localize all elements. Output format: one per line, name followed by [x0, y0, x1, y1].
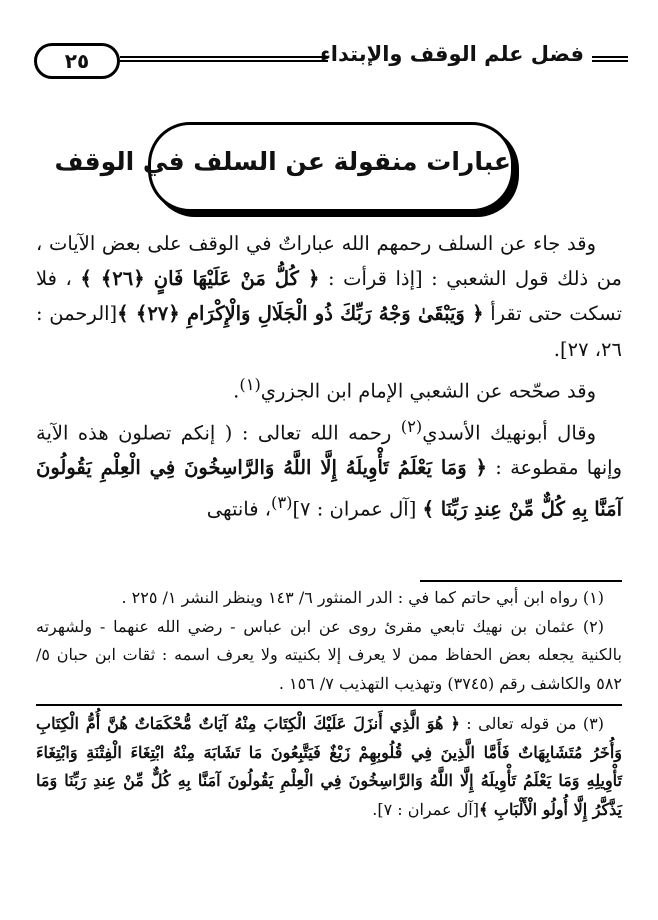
- header-rule: [120, 56, 328, 62]
- paragraph-2-text: وقد صحّحه عن الشعبي الإمام ابن الجزري: [260, 379, 596, 403]
- main-text: [36, 226, 622, 527]
- paragraph-3: [36, 409, 622, 528]
- paragraph-2-end: .: [233, 379, 240, 403]
- paragraph-1: [36, 226, 622, 367]
- running-header: [34, 40, 628, 80]
- quran-quote-1: ﴿ كُلُّ مَنْ عَلَيْهَا فَانٍ ﴿٢٦﴾ ﴾: [80, 267, 320, 291]
- paragraph-3-text-b: رحمه الله تعالى : ( إنكم تصلون هذه الآية وإنها مقطوعة :: [36, 421, 623, 480]
- paragraph-1-text-a: وقد جاء عن السلف رحمهم الله عباراتٌ في الوقف على بعض الآيات ، من ذلك قول الشعبي : [إذا قرأت :: [36, 232, 623, 291]
- footnote-3-citation: [آل عمران : ٧].: [372, 799, 479, 819]
- quran-quote-2: ﴿ وَيَبْقَىٰ وَجْهُ رَبِّكَ ذُو الْجَلَالِ وَالْإِكْرَامِ ﴿٢٧﴾ ﴾: [117, 302, 484, 326]
- chapter-heading-box: [54, 122, 514, 212]
- footnote-ref-3[interactable]: (٣): [271, 493, 293, 513]
- footnote-3: [36, 710, 622, 824]
- footnote-ref-2[interactable]: (٢): [400, 416, 423, 436]
- page-number: ٢٥: [34, 43, 120, 79]
- footnote-2: (٢) عثمان بن نهيك تابعي مقرئ روى عن ابن عباس - رضي الله عنهما - ولشهرته بالكنية يجعله بعض الحفاظ ممن لا يعرف إلا بكنيته ولا يعرف اسمه : ثقات ابن حبان ٥/ ٥٨٢ والكاشف رقم (٣٧٤٥) وتهذيب التهذيب ٧/ ١٥٦ .: [36, 616, 622, 693]
- footnote-ref-1[interactable]: (١): [239, 374, 261, 394]
- paragraph-1-text-b: ، فلا تسكت حتى تقرأ: [36, 267, 623, 326]
- footnotes: [36, 584, 622, 824]
- footnote-divider: [36, 704, 622, 706]
- paragraph-1-citation: [الرحمن : ٢٦، ٢٧].: [36, 302, 622, 361]
- running-header-title: فضل علم الوقف والإبتداء: [320, 42, 584, 66]
- paragraph-2: [36, 367, 622, 409]
- footnote-separator: [420, 580, 622, 582]
- paragraph-3-citation: [آل عمران : ٧]: [292, 497, 423, 521]
- quran-quote-3: ﴿ وَمَا يَعْلَمُ تَأْوِيلَهُ إِلَّا اللَّهُ وَالرَّاسِخُونَ فِي الْعِلْمِ يَقُولُونَ آمَنَّا بِهِ كُلٌّ مِّنْ عِندِ رَبِّنَا ﴾: [36, 456, 622, 521]
- footnote-3-quran-quote: ﴿ هُوَ الَّذِي أَنزَلَ عَلَيْكَ الْكِتَابَ مِنْهُ آيَاتٌ مُّحْكَمَاتٌ هُنَّ أُمُّ الْكِتَابِ وَأُخَرُ مُتَشَابِهَاتٌ فَأَمَّا الَّذِينَ فِي قُلُوبِهِمْ زَيْغٌ فَيَتَّبِعُونَ مَا تَشَابَهَ مِنْهُ ابْتِغَاءَ الْفِتْنَةِ وَابْتِغَاءَ تَأْوِيلِهِ وَمَا يَعْلَمُ تَأْوِيلَهُ إِلَّا اللَّهُ وَالرَّاسِخُونَ فِي الْعِلْمِ يَقُولُونَ آمَنَّا بِهِ كُلٌّ مِّنْ عِندِ رَبِّنَا وَمَا يَذَّكَّرُ إِلَّا أُولُو الْأَلْبَابِ ﴾: [36, 714, 622, 819]
- footnote-3-text-a: (٣) من قوله تعالى :: [459, 714, 605, 733]
- header-dash-ornament: [592, 56, 628, 62]
- paragraph-3-text-d: ، فانتهى: [206, 497, 272, 521]
- chapter-title: عبارات منقولة عن السلف في الوقف: [54, 147, 511, 176]
- paragraph-3-text-a: وقال أبونهيك الأسدي: [422, 421, 596, 445]
- footnote-1: (١) رواه ابن أبي حاتم كما في : الدر المنثور ٦/ ١٤٣ وينظر النشر ١/ ٢٢٥ .: [121, 588, 604, 607]
